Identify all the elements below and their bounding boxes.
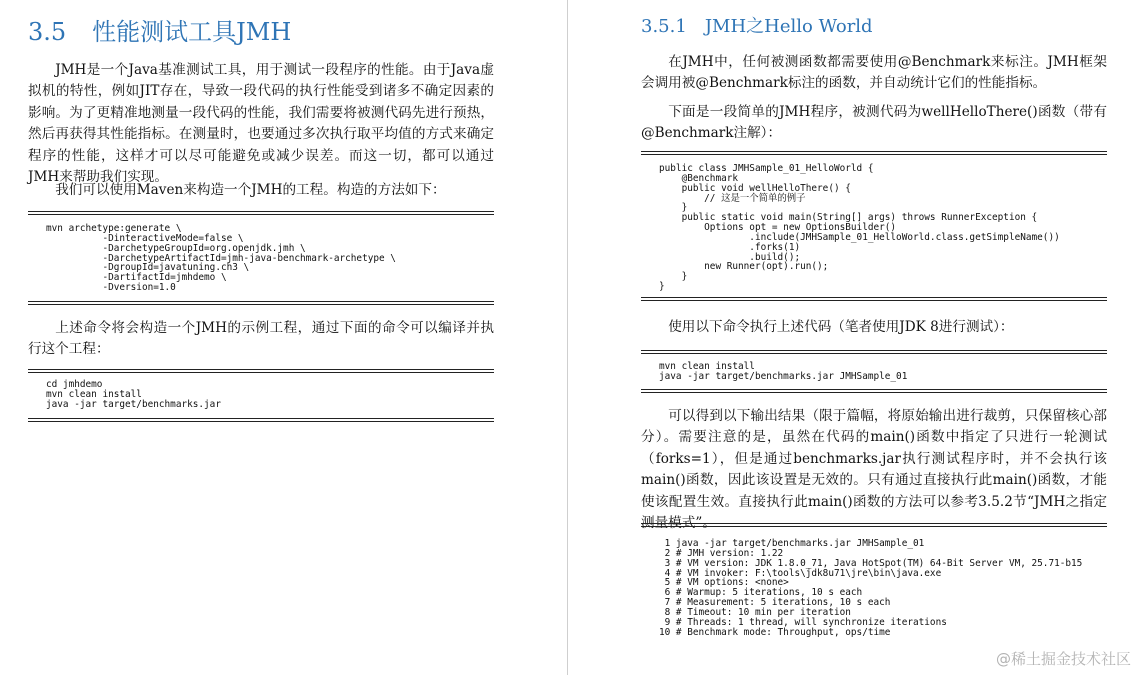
- maven-paragraph: 我们可以使用Maven来构造一个JMH的工程。构造的方法如下：: [55, 182, 446, 198]
- code-rule-bottom: [641, 297, 1107, 301]
- section-number: 3.5: [28, 18, 67, 46]
- intro-paragraph: JMH是一个Java基准测试工具，用于测试一段程序的性能。由于Java虚拟机的特性，例如JIT存在，导致一段代码的执行性能受到诸多不确定因素的影响。为了更精准地测量一段代码的性能，我们需要将被测代码先进行预热，然后再获得其性能指标。在测量时，也要通过多次执行取平均值的方式来确定程序的性能，这样才可以尽可能避免或减少误差。而这一切，都可以通过JMH来帮助我们实现。: [28, 62, 494, 186]
- output-code-block: 1 java -jar target/benchmarks.jar JMHSample_01 2 # JMH version: 1.22 3 # VM version: JDK 1.8.0_71, Java HotSpot(TM) 64-Bit Server VM, 25.71-b15 4 # VM invoker: F:\tools\jdk8u71\jre\bin\java.exe 5 # VM options: <none> 6 # Warmup: 5 iterations, 10 s each 7 # Measurement: 5 iterations, 10 s each 8 # Timeout: 10 min per iteration 9 # Threads: 1 thread, will synchronize iterations 10 # Benchmark mode: Throughput, ops/time: [659, 538, 1083, 638]
- watermark: @稀土掘金技术社区: [995, 650, 1131, 668]
- subsection-heading: [641, 12, 873, 38]
- maven-code-block: mvn archetype:generate \ -DinteractiveMode=false \ -DarchetypeGroupId=org.openjdk.jmh \ -DarchetypeArtifactId=jmh-java-benchmark-archetype \ -DgroupId=javatuning.ch3 \ -DartifactId=jmhdemo \ -Dversion=1.0: [46, 223, 396, 294]
- build-code-block: cd jmhdemo mvn clean install java -jar target/benchmarks.jar: [46, 379, 221, 410]
- section-title: 性能测试工具JMH: [92, 18, 292, 46]
- code-rule-top: [641, 350, 1107, 354]
- code-rule-top: [28, 211, 494, 215]
- sample-paragraph: 下面是一段简单的JMH程序，被测代码为wellHelloThere()函数（带有@Benchmark注解）：: [641, 104, 1107, 142]
- code-rule-bottom: [641, 389, 1107, 393]
- benchmark-paragraph: 在JMH中，任何被测函数都需要使用@Benchmark来标注。JMH框架会调用被@Benchmark标注的函数，并自动统计它们的性能指标。: [641, 54, 1107, 92]
- section-heading: [28, 12, 291, 47]
- subsection-number: 3.5.1: [641, 16, 687, 37]
- subsection-title: JMH之Hello World: [704, 16, 873, 37]
- code-rule-bottom: [28, 301, 494, 305]
- run-code-block: mvn clean install java -jar target/benchmarks.jar JMHSample_01: [659, 361, 908, 382]
- code-rule-top: [641, 151, 1107, 155]
- code-rule-top: [28, 369, 494, 373]
- output-paragraph: 可以得到以下输出结果（限于篇幅，将原始输出进行裁剪，只保留核心部分）。需要注意的是，虽然在代码的main()函数中指定了只进行一轮测试（forks=1），但是通过benchmarks.jar执行测试程序时，并不会执行该main()函数，因此该设置是无效的。只有通过直接执行此main()函数，才能使该配置生效。直接执行此main()函数的方法可以参考3.5.2节“JMH之指定测量模式”。: [641, 408, 1107, 532]
- build-paragraph: 上述命令将会构造一个JMH的示例工程，通过下面的命令可以编译并执行这个工程：: [28, 320, 494, 358]
- hello-world-code-block: public class JMHSample_01_HelloWorld { @Benchmark public void wellHelloThere() { // 这是一个简单的例子 } public static void main(String[] args) throws RunnerException { Options opt = new OptionsBuilder() .include(JMHSample_01_HelloWorld.class.getSimpleName()) .forks(1) .build(); new Runner(opt).run(); } }: [659, 163, 1060, 293]
- code-rule-bottom: [28, 418, 494, 422]
- code-rule-top: [641, 523, 1107, 527]
- page-divider: [567, 0, 568, 675]
- run-paragraph: 使用以下命令执行上述代码（笔者使用JDK 8进行测试）：: [668, 319, 1014, 335]
